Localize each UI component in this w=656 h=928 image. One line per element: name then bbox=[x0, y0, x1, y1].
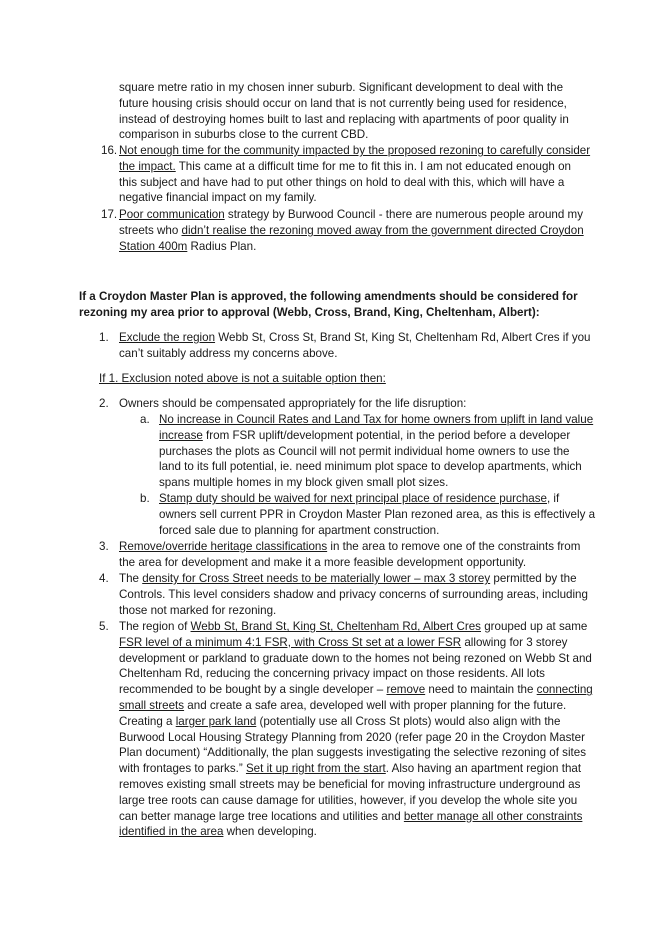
text-line: Controls. This level considers shadow and privacy concerns of surrounding areas, including bbox=[119, 587, 588, 601]
underlined-text: increase bbox=[159, 428, 203, 442]
text: can better manage large tree locations and utilities and bbox=[119, 809, 404, 823]
text-line: large tree roots can cause damage for utilities, however, if you develop the whole site you bbox=[119, 793, 578, 807]
text-line: Cheltenham Rd, reducing the concerning privacy impact on those residents. All lots bbox=[119, 667, 545, 681]
list-item-2 bbox=[99, 396, 656, 412]
text-line: Burwood Local Housing Strategy Planning from 2020 (refer page 20 in the Croydon Master bbox=[119, 730, 585, 744]
underlined-text: connecting bbox=[536, 683, 593, 697]
underlined-text: Stamp duty should be waived for next principal place of residence purchase bbox=[159, 492, 547, 505]
underlined-text: the impact. bbox=[119, 159, 176, 173]
text-line: can’t suitably address my concerns above. bbox=[119, 346, 338, 360]
underlined-text: identified in the area bbox=[119, 825, 224, 839]
underlined-text: remove bbox=[386, 683, 426, 697]
list-number: 17. bbox=[101, 208, 118, 221]
text-line: development or parkland to graduate down to the homes not being rezoned on Webb St and bbox=[119, 651, 592, 665]
text-line: removes existing small streets may be beneficial for moving infrastructure underground as bbox=[119, 777, 581, 791]
text: permitted by the bbox=[490, 572, 577, 585]
text-line: owners sell current PPR in Croydon Master Plan rezoned area, as this is effectively a bbox=[159, 507, 596, 521]
list-number: 16. bbox=[101, 144, 118, 157]
list-number: 2. bbox=[99, 397, 109, 410]
heading-line: rezoning my area prior to approval (Webb, Cross, Brand, King, Cheltenham, Albert): bbox=[79, 305, 540, 319]
list-number: 3. bbox=[99, 540, 109, 553]
underlined-text: Poor communication bbox=[119, 208, 225, 221]
text: , if bbox=[546, 492, 560, 505]
list-letter: b. bbox=[140, 492, 150, 505]
list-item-4 bbox=[99, 571, 656, 618]
text-line: the area for development and make it a more feasible development opportunity. bbox=[119, 555, 527, 569]
list-number: 1. bbox=[99, 331, 109, 344]
list-item-1 bbox=[99, 330, 656, 362]
text-line: forced sale due to planning for apartment construction. bbox=[159, 523, 440, 537]
underlined-text: Remove/override heritage classifications bbox=[119, 540, 328, 553]
underlined-text: FSR level of a minimum 4:1 FSR, with Cross St set at a lower FSR bbox=[119, 635, 462, 649]
underlined-text: Set it up right from the start bbox=[245, 762, 386, 776]
text-line: Owners should be compensated appropriately for the life disruption: bbox=[119, 397, 467, 410]
text-line: comparison in suburbs close to the current CBD. bbox=[119, 128, 369, 142]
text: Webb St, Cross St, Brand St, King St, Cheltenham Rd, Albert Cres if you bbox=[215, 331, 591, 344]
text-line: land to its full potential, ie. need minimum plot space to develop apartments, which bbox=[159, 460, 582, 474]
heading-line: If a Croydon Master Plan is approved, the following amendments should be considered for bbox=[79, 290, 578, 303]
text-line: negative financial impact on my family. bbox=[119, 191, 317, 205]
list-item-2b bbox=[140, 491, 656, 538]
text-line: future housing crisis should occur on land that is not currently being used for residence, bbox=[119, 96, 567, 110]
text: need to maintain the bbox=[425, 683, 537, 697]
list-item-16 bbox=[101, 143, 656, 206]
underlined-text: small streets bbox=[119, 698, 185, 712]
text-line: purchases the plots as Council will not permit individual home owners to use the bbox=[159, 444, 570, 458]
underlined-text: No increase in Council Rates and Land Tax for home owners from uplift in land value bbox=[159, 413, 594, 426]
underlined-text: better manage all other constraints bbox=[403, 809, 583, 823]
list-item-3 bbox=[99, 539, 656, 571]
exclusion-note bbox=[99, 371, 656, 387]
text: . Also having an apartment region that bbox=[385, 762, 582, 776]
text: Radius Plan. bbox=[187, 239, 257, 253]
text: The bbox=[119, 572, 143, 585]
text-line: those not marked for rezoning. bbox=[119, 603, 277, 617]
text: Creating a bbox=[119, 714, 176, 728]
text: strategy by Burwood Council - there are numerous people around my bbox=[224, 208, 583, 221]
underlined-text: Exclude the region bbox=[119, 331, 216, 344]
text-line: square metre ratio in my chosen inner suburb. Significant development to deal with the bbox=[119, 81, 564, 94]
list-letter: a. bbox=[140, 413, 150, 426]
text-line: instead of destroying homes built to last and replacing with apartments of poor quality in bbox=[119, 112, 569, 126]
text: (potentially use all Cross St plots) would also align with the bbox=[256, 714, 561, 728]
underlined-text: Not enough time for the community impacted by the proposed rezoning to carefully consider bbox=[119, 144, 591, 157]
text: allowing for 3 storey bbox=[461, 635, 568, 649]
text: grouped up at same bbox=[480, 620, 588, 633]
list-number: 5. bbox=[99, 620, 109, 633]
text: and create a safe area, developed well with proper planning for the future. bbox=[184, 698, 567, 712]
underlined-text: Webb St, Brand St, King St, Cheltenham Rd, Albert Cres bbox=[190, 620, 481, 633]
text: This came at a difficult time for me to fit this in. I am not educated enough on bbox=[175, 159, 571, 173]
underlined-text: larger park land bbox=[175, 714, 257, 728]
text: recommended to be bought by a single developer – bbox=[119, 683, 387, 697]
text-line: this subject and have had to put other things on hold to deal with this, which will have a bbox=[119, 175, 565, 189]
list-item-17 bbox=[101, 207, 656, 254]
list-item-5 bbox=[99, 619, 656, 840]
continuation-paragraph bbox=[119, 80, 656, 143]
text: streets who bbox=[119, 223, 182, 237]
list-number: 4. bbox=[99, 572, 109, 585]
text-line: spans multiple homes in my block given small plot sizes. bbox=[159, 476, 449, 490]
underlined-text: Station 400m bbox=[119, 239, 188, 253]
list-item-2a bbox=[140, 412, 656, 491]
underlined-text: If 1. Exclusion noted above is not a suitable option then: bbox=[99, 372, 386, 385]
text: The region of bbox=[119, 620, 191, 633]
text: when developing. bbox=[223, 825, 317, 839]
text: from FSR uplift/development potential, in the period before a developer bbox=[202, 428, 571, 442]
underlined-text: density for Cross Street needs to be materially lower – max 3 storey bbox=[142, 572, 491, 585]
section-heading bbox=[79, 289, 656, 321]
underlined-text: didn’t realise the rezoning moved away from the government directed Croydon bbox=[181, 223, 584, 237]
text-line: Plan document) “Additionally, the plan suggests investigating the selective rezoning of sites bbox=[119, 746, 587, 760]
text: in the area to remove one of the constraints from bbox=[327, 540, 581, 553]
text: with frontages to parks.” bbox=[119, 762, 246, 776]
